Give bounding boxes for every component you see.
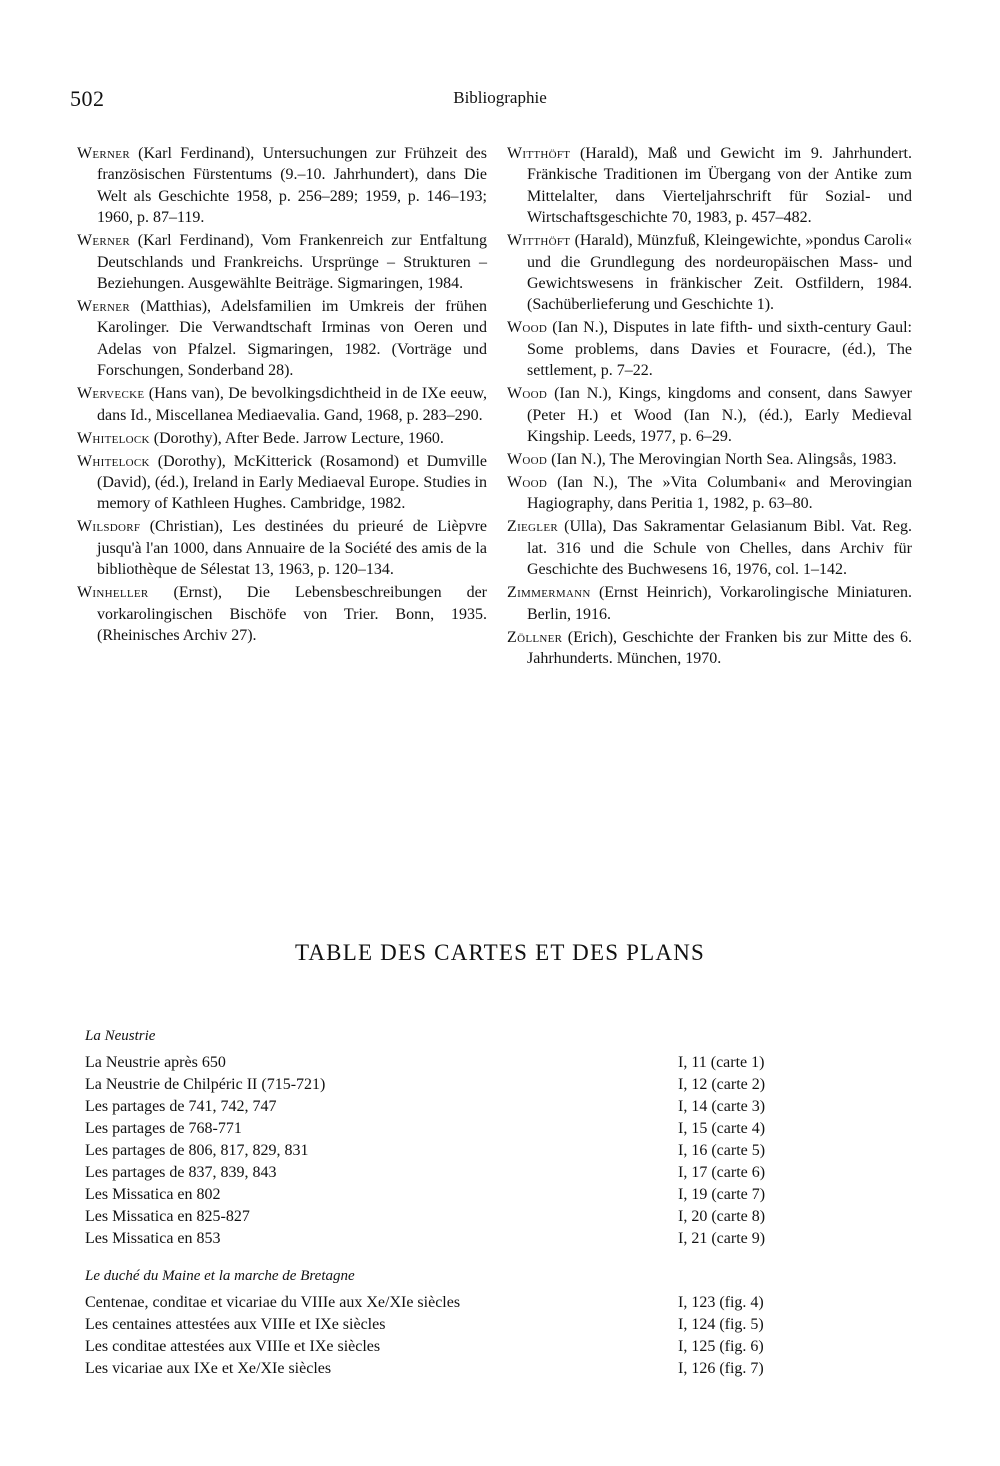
toc-ref: I, 126 (fig. 7) — [678, 1360, 764, 1377]
bib-text: (Christian), Les destinées du prieuré de Lièpvre jusqu'à l'an 1000, dans Annuaire de la Société des amis de la bibliothèque de Sélestat 13, 1963, p. 120–134. — [97, 518, 487, 579]
bib-author: Werner — [77, 298, 130, 316]
toc-label: Les vicariae aux IXe et Xe/XIe siècles — [85, 1360, 332, 1377]
toc-row — [85, 1118, 800, 1140]
bib-entry — [507, 143, 912, 229]
toc-ref: I, 16 (carte 5) — [678, 1142, 766, 1159]
toc-label: Centenae, conditae et vicariae du VIIIe aux Xe/XIe siècles — [85, 1294, 461, 1311]
bib-entry — [507, 582, 912, 625]
bib-author: Ziegler — [507, 518, 558, 536]
bib-text: (Ian N.), Disputes in late fifth- und sixth-century Gaul: Some problems, dans Davies et Fouracre, (éd.), The settlement, p. 7–22. — [527, 319, 912, 380]
toc-row — [85, 1358, 800, 1380]
bib-entry — [77, 451, 487, 515]
bib-text: (Hans van), De bevolkingsdichtheid in de IXe eeuw, dans Id., Miscellanea Mediaevalia. Gand, 1968, p. 283–290. — [97, 385, 487, 424]
bib-entry — [77, 516, 487, 580]
toc-label: Les partages de 806, 817, 829, 831 — [85, 1142, 309, 1159]
toc-group-heading: La Neustrie — [85, 1028, 156, 1044]
toc-row — [85, 1184, 800, 1206]
toc-row — [85, 1162, 800, 1184]
toc-ref: I, 11 (carte 1) — [678, 1054, 765, 1071]
toc-label: La Neustrie après 650 — [85, 1054, 226, 1071]
toc-row — [85, 1052, 800, 1074]
toc-ref: I, 14 (carte 3) — [678, 1098, 766, 1115]
bibliography-column-right — [507, 143, 912, 671]
bib-entry — [507, 383, 912, 447]
bib-text: (Karl Ferdinand), Vom Frankenreich zur Entfaltung Deutschlands und Frankreichs. Ursprünge – Strukturen – Beziehungen. Ausgewählte Beiträge. Sigmaringen, 1984. — [97, 232, 487, 293]
bib-entry — [507, 230, 912, 316]
bib-entry — [507, 472, 912, 515]
bib-author: Werner — [77, 232, 130, 250]
toc-ref: I, 123 (fig. 4) — [678, 1294, 764, 1311]
bib-entry — [77, 143, 487, 229]
bib-author: Witthöft — [507, 232, 571, 250]
bib-entry — [507, 317, 912, 381]
toc-label: Les Missatica en 802 — [85, 1186, 221, 1203]
bib-text: (Ian N.), Kings, kingdoms and consent, dans Sawyer (Peter H.) et Wood (Ian N.), (éd.), Early Medieval Kingship. Leeds, 1977, p. 6–29. — [527, 385, 912, 446]
toc-row — [85, 1314, 800, 1336]
toc-row — [85, 1140, 800, 1162]
toc-ref: I, 12 (carte 2) — [678, 1076, 766, 1093]
toc-label: La Neustrie de Chilpéric II (715-721) — [85, 1076, 326, 1093]
toc-group-maine — [85, 1268, 800, 1380]
bib-text: (Erich), Geschichte der Franken bis zur Mitte des 6. Jahrhunderts. München, 1970. — [527, 628, 912, 668]
toc-ref: I, 125 (fig. 6) — [678, 1338, 764, 1355]
bib-text: (Matthias), Adelsfamilien im Umkreis der frühen Karolinger. Die Verwandtschaft Irminas von Oeren und Adelas von Pfalzel. Sigmaringen, 1982. (Vorträge und Forschungen, Sonderband 28). — [97, 298, 487, 380]
bib-entry — [77, 296, 487, 382]
toc-ref: I, 19 (carte 7) — [678, 1186, 766, 1203]
toc-row — [85, 1336, 800, 1358]
toc-label: Les partages de 741, 742, 747 — [85, 1098, 277, 1115]
bib-text: (Ian N.), The Merovingian North Sea. Alingsås, 1983. — [547, 451, 897, 469]
bib-author: Wervecke — [77, 385, 145, 403]
bib-entry — [77, 230, 487, 294]
bib-author: Wood — [507, 451, 548, 469]
toc-group-neustrie — [85, 1028, 800, 1250]
toc-ref: I, 15 (carte 4) — [678, 1120, 766, 1137]
bib-entry — [77, 383, 487, 426]
bib-author: Werner — [77, 145, 130, 162]
bib-author: Whitelock — [77, 452, 150, 470]
bib-entry — [77, 582, 487, 646]
bib-text: (Ian N.), The »Vita Columbani« and Merovingian Hagiography, dans Peritia 1, 1982, p. 63–80. — [527, 474, 912, 513]
bib-text: (Dorothy), After Bede. Jarrow Lecture, 1960. — [149, 429, 444, 447]
bib-entry — [77, 428, 487, 449]
bib-text: (Harald), Maß und Gewicht im 9. Jahrhundert. Fränkische Traditionen im Übergang von der Antike zum Mittelalter, dans Vierteljahrschrift für Sozial- und Wirtschaftsgeschichte 70, 1983, p. 457–482. — [527, 145, 912, 227]
page-number: 502 — [70, 86, 105, 111]
toc-row — [85, 1074, 800, 1096]
bib-author: Winheller — [77, 584, 149, 602]
toc-ref: I, 21 (carte 9) — [678, 1230, 766, 1247]
maps-table-title: TABLE DES CARTES ET DES PLANS — [294, 940, 706, 965]
toc-label: Les centaines attestées aux VIIIe et IXe siècles — [85, 1316, 386, 1333]
bib-author: Wood — [507, 474, 548, 492]
bib-entry — [507, 627, 912, 670]
bib-author: Wilsdorf — [77, 518, 141, 536]
bib-author: Wood — [507, 385, 548, 403]
toc-label: Les partages de 837, 839, 843 — [85, 1164, 277, 1181]
toc-ref: I, 17 (carte 6) — [678, 1164, 766, 1181]
toc-ref: I, 20 (carte 8) — [678, 1208, 766, 1225]
bib-text: (Ernst Heinrich), Vorkarolingische Miniaturen. Berlin, 1916. — [527, 584, 912, 623]
bib-author: Witthöft — [507, 145, 571, 162]
toc-row — [85, 1292, 800, 1314]
running-head: Bibliographie — [453, 88, 547, 107]
toc-label: Les conditae attestées aux VIIIe et IXe siècles — [85, 1338, 381, 1355]
toc-row — [85, 1228, 800, 1250]
bibliography-column-left — [77, 143, 487, 648]
bib-author: Zimmermann — [507, 584, 591, 602]
bib-text: (Harald), Münzfuß, Kleingewichte, »pondus Caroli« und die Grundlegung des nordeuropäischen Mass- und Gewichtswesens in fränkischer Zeit. Ostfildern, 1984. (Sachüberlieferung und Geschichte 1). — [527, 232, 912, 314]
toc-row — [85, 1096, 800, 1118]
bib-entry — [507, 449, 912, 470]
bib-author: Zöllner — [507, 628, 563, 646]
bib-entry — [507, 516, 912, 580]
toc-label: Les partages de 768-771 — [85, 1120, 242, 1137]
toc-label: Les Missatica en 825-827 — [85, 1208, 250, 1225]
toc-row — [85, 1206, 800, 1228]
toc-group-heading: Le duché du Maine et la marche de Bretagne — [85, 1268, 355, 1284]
bib-text: (Dorothy), McKitterick (Rosamond) et Dumville (David), (éd.), Ireland in Early Mediaeval Europe. Studies in memory of Kathleen Hughes. Cambridge, 1982. — [97, 452, 487, 513]
toc-label: Les Missatica en 853 — [85, 1230, 221, 1247]
bib-text: (Karl Ferdinand), Untersuchungen zur Frühzeit des französischen Fürstentums (9.–10. Jahrhundert), dans Die Welt als Geschichte 1958, p. 256–289; 1959, p. 146–193; 1960, p. 87–119. — [97, 145, 487, 227]
bib-author: Whitelock — [77, 429, 150, 447]
bib-text: (Ernst), Die Lebensbeschreibungen der vorkarolingischen Bischöfe von Trier. Bonn, 1935. (Rheinisches Archiv 27). — [97, 584, 487, 645]
toc-ref: I, 124 (fig. 5) — [678, 1316, 764, 1333]
bib-author: Wood — [507, 319, 548, 337]
bib-text: (Ulla), Das Sakramentar Gelasianum Bibl. Vat. Reg. lat. 316 und die Schule von Chelles, dans Archiv für Geschichte des Buchwesens 16, 1976, col. 1–142. — [527, 518, 912, 579]
